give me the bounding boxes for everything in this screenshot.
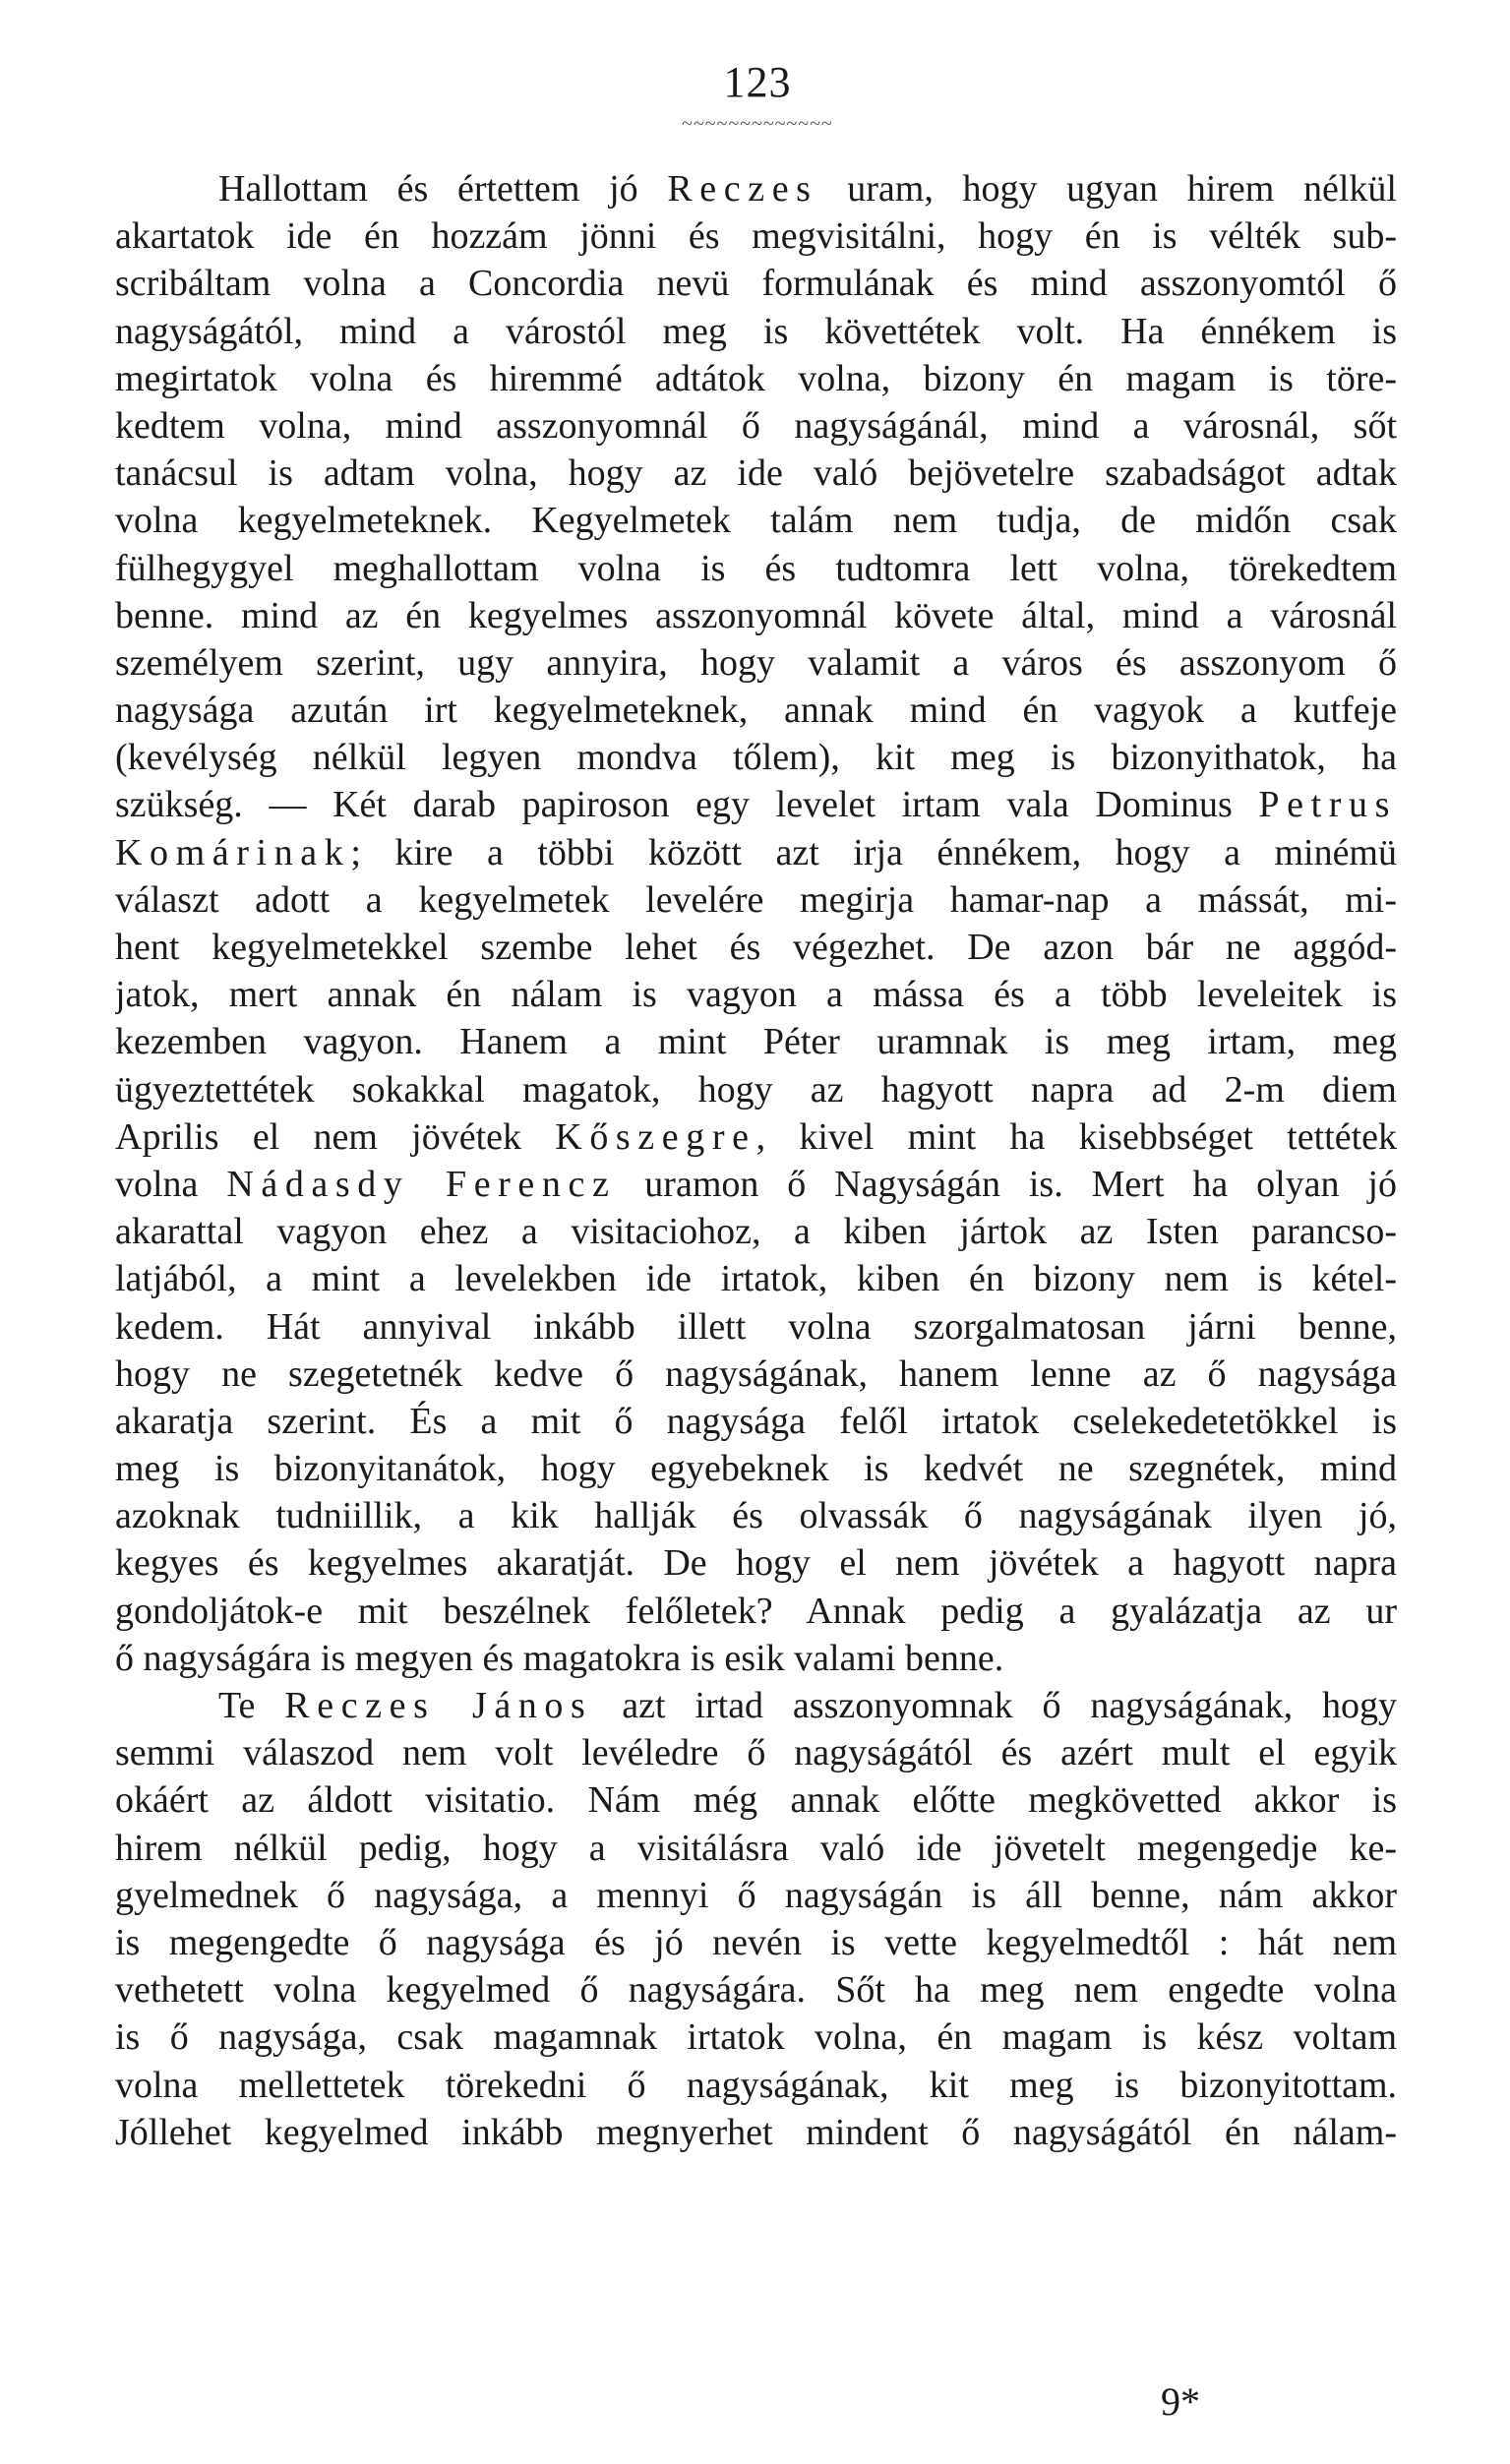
text-line: választ adott a kegyelmetek levelére megirja hamar-nap a mássát, mi- [115,878,1397,921]
body-text [115,165,1397,2156]
text-line: hirem nélkül pedig, hogy a visitálásra való ide jövetelt megengedje ke- [115,1827,1397,1869]
text-line: benne. mind az én kegyelmes asszonyomnál követe által, mind a városnál [115,594,1397,636]
text-line: okáért az áldott visitatio. Nám még annak előtte megkövetted akkor is [115,1779,1397,1822]
text-line: ügyeztettétek sokakkal magatok, hogy az hagyott napra ad 2-m diem [115,1068,1397,1111]
person-name: Reczes [667,168,818,210]
text-line: Te Reczes János azt irtad asszonyomnak ő nagyságának, hogy [218,1685,1397,1726]
text-line: hogy ne szegetetnék kedve ő nagyságának, hanem lenne az ő nagysága [115,1352,1397,1395]
text-line: fülhegygyel meghallottam volna is és tudtomra lett volna, törekedtem [115,547,1397,589]
person-name: Petrus [1258,784,1397,826]
text-line: hent kegyelmetekkel szembe lehet és végezhet. De azon bár ne aggód- [115,927,1397,968]
text-line: Komárinak; kire a többi között azt irja énnékem, hogy a minémü [115,831,1397,873]
text-line: gyelmednek ő nagysága, a mennyi ő nagyságán is áll benne, nám akkor [115,1874,1397,1916]
text-line: latjából, a mint a levelekben ide irtatok, kiben én bizony nem is kétel- [115,1258,1397,1300]
text-line: is megengedte ő nagysága és jó nevén is vette kegyelmedtől : hát nem [115,1921,1397,1963]
text-line: volna Nádasdy Ferencz uramon ő Nagyságán is. Mert ha olyan jó [115,1163,1397,1205]
text-line: akartatok ide én hozzám jönni és megvisitálni, hogy én is vélték sub- [115,215,1397,258]
person-name: Reczes János [284,1685,593,1726]
text-line: is ő nagysága, csak magamnak irtatok volna, én magam is kész voltam [115,2016,1397,2059]
text-line: nagyságától, mind a várostól meg is követtétek volt. Ha énnékem is [115,310,1397,352]
text-line: nagysága azután irt kegyelmeteknek, annak mind én vagyok a kutfeje [115,690,1397,732]
page-number: 123 [723,58,792,106]
text-line: meg is bizonyitanátok, hogy egyebeknek is kedvét ne szegnétek, mind [115,1448,1397,1490]
text-line: semmi válaszod nem volt levéledre ő nagyságától és azért mult el egyik [115,1732,1397,1774]
text-line: kedem. Hát annyival inkább illett volna szorgalmatosan járni benne, [115,1305,1397,1348]
text-line: szükség. — Két darab papiroson egy levelet irtam vala Dominus Petrus [115,784,1397,826]
text-line: megirtatok volna és hiremmé adtátok volna, bizony én magam is töre- [115,357,1397,399]
text-line: volna kegyelmeteknek. Kegyelmetek talám nem tudja, de midőn csak [115,500,1397,542]
text-line: Aprilis el nem jövétek Kőszegre, kivel mint ha kisebbséget tettétek [115,1115,1397,1158]
signature-mark: 9* [1161,2379,1200,2424]
text-line: gondoljátok-e mit beszélnek felőletek? Annak pedig a gyalázatja az ur [115,1590,1397,1632]
text-line: akaratja szerint. És a mit ő nagysága felől irtatok cselekedetetökkel is [115,1400,1397,1442]
text-line: jatok, mert annak én nálam is vagyon a mássa és a több leveleitek is [115,974,1397,1016]
text-line: azoknak tudniillik, a kik hallják és olvassák ő nagyságának ilyen jó, [115,1495,1397,1537]
person-name: Komárinak [115,831,351,873]
text-line: Jóllehet kegyelmed inkább megnyerhet mindent ő nagyságától én nálam- [115,2111,1397,2153]
text-line: (kevélység nélkül legyen mondva tőlem), kit meg is bizonyithatok, ha [115,737,1397,779]
text-line: személyem szerint, ugy annyira, hogy valamit a város és asszonyom ő [115,641,1397,684]
text-line: vethetett volna kegyelmed ő nagyságára. Sőt ha meg nem engedte volna [115,1969,1397,2012]
text-line: akarattal vagyon ehez a visitaciohoz, a kiben jártok az Isten parancso- [115,1211,1397,1253]
place-name: Kőszegre [555,1115,756,1158]
text-line: kezemben vagyon. Hanem a mint Péter uramnak is meg irtam, meg [115,1021,1397,1063]
text-line: kedtem volna, mind asszonyomnál ő nagyságánál, mind a városnál, sőt [115,404,1397,447]
text-line: volna mellettetek törekedni ő nagyságának, kit meg is bizonyitottam. [115,2064,1397,2106]
header-ornament: ~~~~~~~~~~~~~ [682,113,833,135]
text-line: Hallottam és értettem jó Reczes uram, hogy ugyan hirem nélkül [218,168,1397,210]
text-line: scribáltam volna a Concordia nevü formulának és mind asszonyomtól ő [115,263,1397,305]
text-line: tanácsul is adtam volna, hogy az ide való bejövetelre szabadságot adtak [115,452,1397,495]
text-line: ő nagyságára is megyen és magatokra is esik valami benne. [115,1637,1004,1679]
text-line: kegyes és kegyelmes akaratját. De hogy el nem jövétek a hagyott napra [115,1542,1397,1585]
person-name: Nádasdy Ferencz [226,1163,617,1205]
